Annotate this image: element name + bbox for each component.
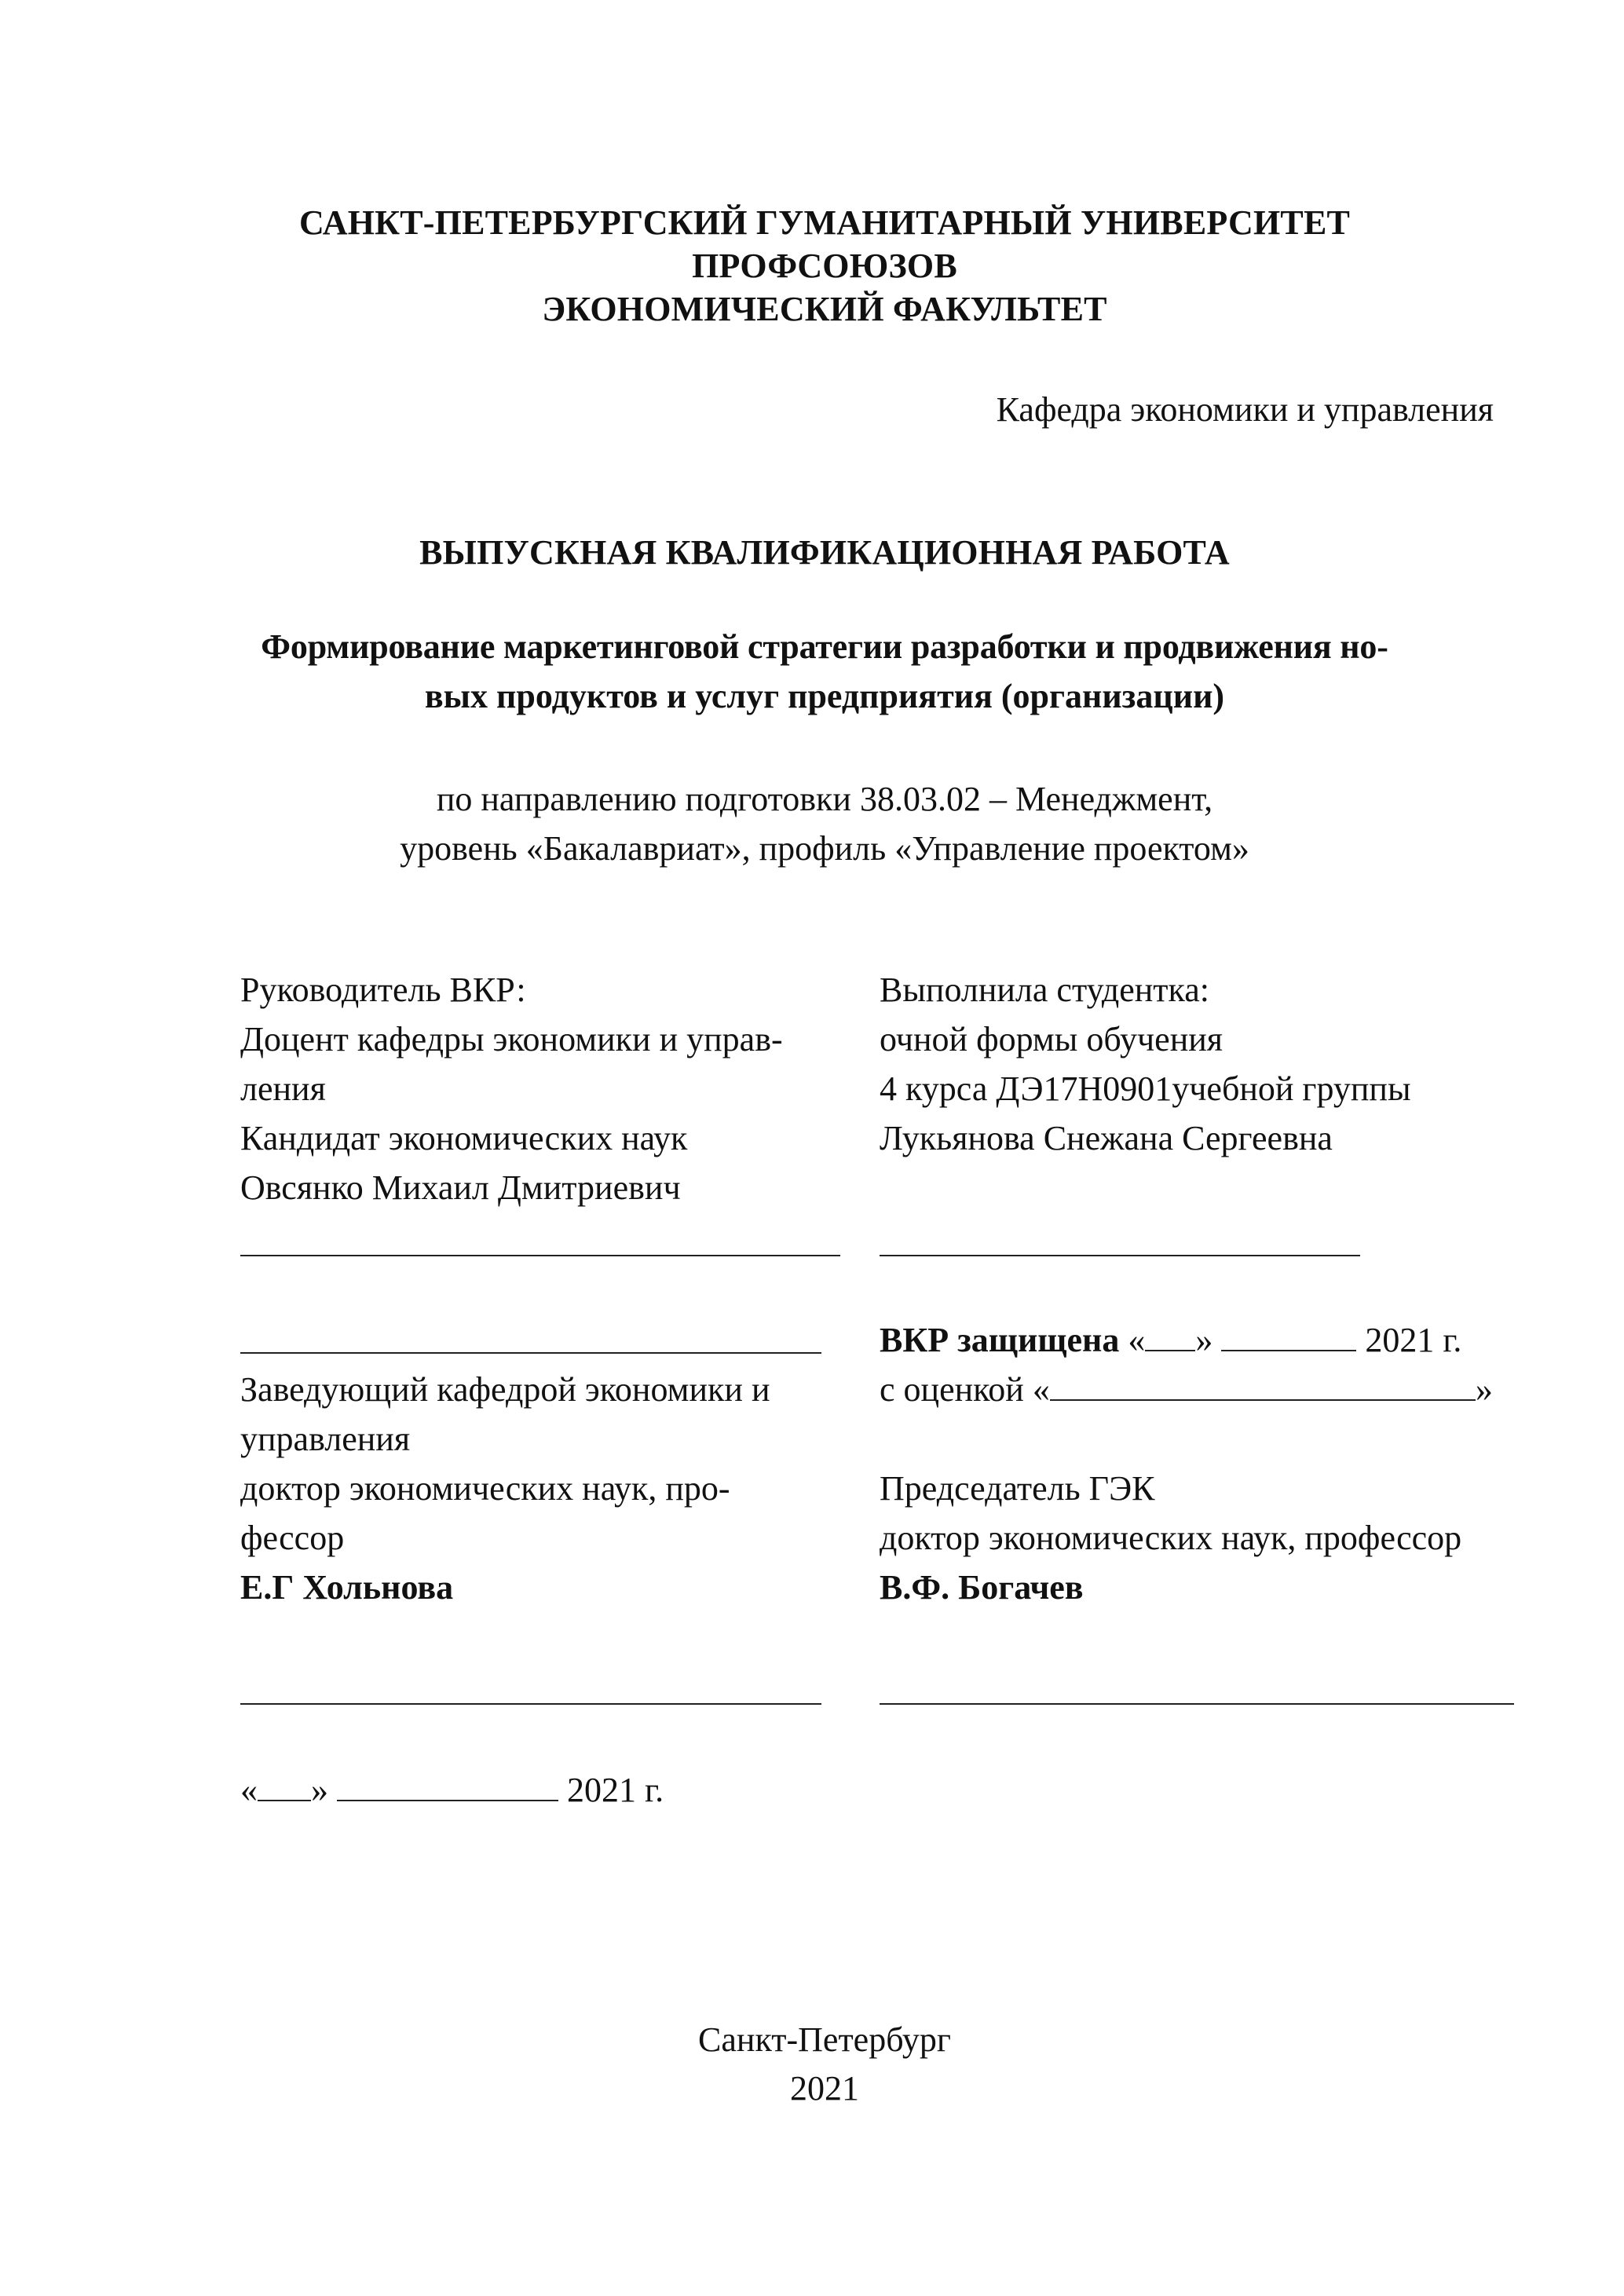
defense-label: ВКР защищена	[880, 1321, 1120, 1359]
date-open-quote: «	[240, 1771, 258, 1809]
footer-city: Санкт-Петербург	[698, 2020, 951, 2059]
supervisor-position-line2: ления	[240, 1069, 326, 1108]
defense-month-blank[interactable]	[1221, 1320, 1356, 1351]
supervisor-position-line1: Доцент кафедры экономики и управ-	[240, 1020, 783, 1058]
department-name: Кафедра экономики и управления	[996, 390, 1494, 429]
student-block	[880, 965, 1547, 1163]
work-title-line2: вых продуктов и услуг предприятия (организации)	[424, 677, 1225, 715]
date-day-blank[interactable]	[258, 1770, 311, 1801]
defense-open-quote: «	[1128, 1321, 1146, 1359]
university-name-line1: САНКТ-ПЕТЕРБУРГСКИЙ ГУМАНИТАРНЫЙ УНИВЕРСИТЕТ	[298, 203, 1351, 242]
footer-year: 2021	[790, 2069, 859, 2108]
student-name: Лукьянова Снежана Сергеевна	[880, 1119, 1333, 1157]
grade-line	[880, 1365, 1493, 1414]
date-close-quote: »	[311, 1771, 328, 1809]
chairman-signature-line	[880, 1703, 1514, 1705]
work-title-line1: Формирование маркетинговой стратегии разработки и продвижения но-	[261, 627, 1388, 666]
date-year: 2021 г.	[567, 1771, 664, 1809]
chairman-degree: доктор экономических наук, профессор	[880, 1519, 1462, 1557]
student-heading: Выполнила студентка:	[880, 971, 1209, 1009]
supervisor-name: Овсянко Михаил Дмитриевич	[240, 1168, 681, 1207]
student-form: очной формы обучения	[880, 1020, 1223, 1058]
chairman-title: Председатель ГЭК	[880, 1469, 1155, 1508]
work-type-heading: ВЫПУСКНАЯ КВАЛИФИКАЦИОННАЯ РАБОТА	[419, 533, 1230, 572]
student-group: 4 курса ДЭ17Н0901учебной группы	[880, 1069, 1411, 1108]
head-title-line1: Заведующий кафедрой экономики и	[240, 1370, 770, 1409]
defense-day-blank[interactable]	[1145, 1320, 1195, 1351]
defense-line	[880, 1315, 1461, 1365]
university-name-line2: ПРОФСОЮЗОВ	[692, 247, 957, 285]
head-of-department-block	[240, 1365, 853, 1612]
grade-blank[interactable]	[1050, 1369, 1476, 1401]
supervisor-block	[240, 965, 845, 1212]
head-signature-line	[240, 1352, 821, 1354]
head-title-line2: управления	[240, 1420, 411, 1458]
head-degree-line2: фессор	[240, 1519, 345, 1557]
grade-suffix: »	[1475, 1370, 1493, 1409]
supervisor-signature-line	[240, 1255, 840, 1256]
head-name: Е.Г Хольнова	[240, 1568, 454, 1607]
chairman-block	[880, 1464, 1586, 1612]
date-line	[240, 1765, 664, 1815]
student-signature-line	[880, 1255, 1360, 1256]
faculty-name: ЭКОНОМИЧЕСКИЙ ФАКУЛЬТЕТ	[542, 290, 1107, 328]
chairman-name: В.Ф. Богачев	[880, 1568, 1084, 1607]
grade-prefix: с оценкой «	[880, 1370, 1050, 1409]
date-month-blank[interactable]	[337, 1770, 558, 1801]
head-degree-line1: доктор экономических наук, про-	[240, 1469, 730, 1508]
direction-line1: по направлению подготовки 38.03.02 – Менеджмент,	[436, 780, 1213, 818]
defense-year: 2021 г.	[1365, 1321, 1462, 1359]
head-bottom-signature-line	[240, 1703, 821, 1705]
defense-close-quote: »	[1195, 1321, 1213, 1359]
supervisor-degree: Кандидат экономических наук	[240, 1119, 688, 1157]
supervisor-heading: Руководитель ВКР:	[240, 971, 526, 1009]
direction-line2: уровень «Бакалавриат», профиль «Управление проектом»	[400, 829, 1249, 868]
